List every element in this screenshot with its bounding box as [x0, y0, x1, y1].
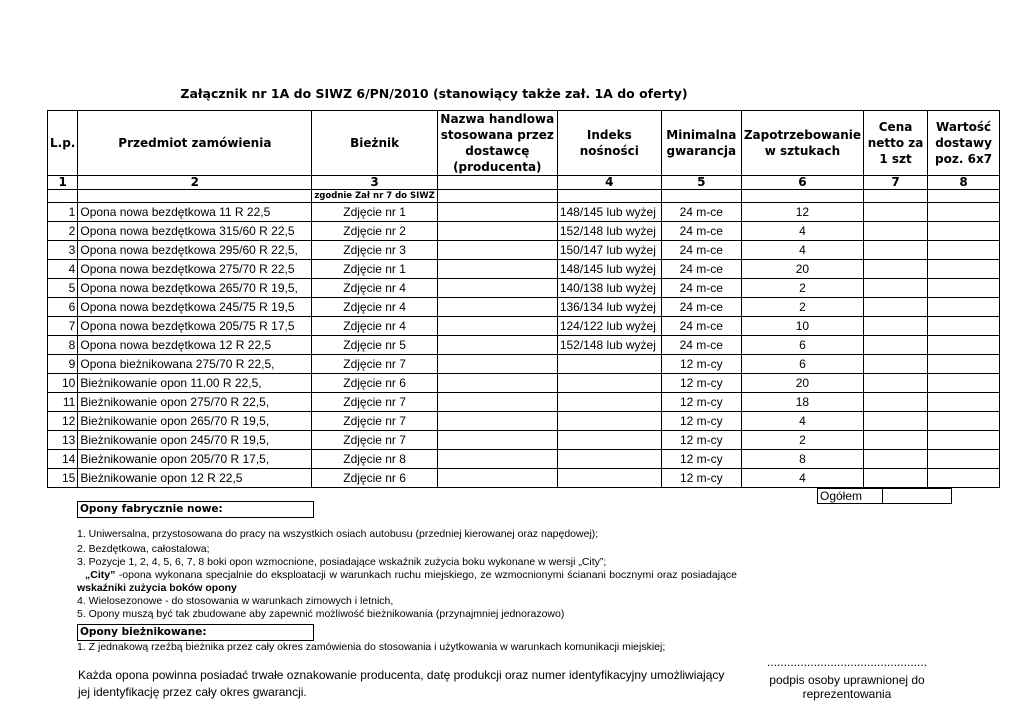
row-warranty: 12 m-cy: [661, 469, 741, 488]
requirements-notes: [77, 501, 737, 654]
row-tread: Zdjęcie nr 6: [312, 374, 437, 393]
row-subject: Opona nowa bezdętkowa 245/75 R 19,5: [78, 298, 312, 317]
header-subject: Przedmiot zamówienia: [78, 111, 312, 176]
col-num: 5: [661, 176, 741, 190]
row-lp: 8: [48, 336, 78, 355]
new-tires-item-4: 4. Wielosezonowe - do stosowania w warunkach zimowych i letnich,: [77, 595, 394, 607]
row-value[interactable]: [928, 393, 1000, 412]
row-subject: Bieżnikowanie opon 205/70 R 17,5,: [78, 450, 312, 469]
row-subject: Bieżnikowanie opon 275/70 R 22,5,: [78, 393, 312, 412]
retreaded-heading: Opony bieżnikowane:: [77, 624, 314, 641]
header-warranty: Minimalna gwarancja: [661, 111, 741, 176]
row-subject: Opona nowa bezdętkowa 205/75 R 17,5: [78, 317, 312, 336]
row-value[interactable]: [928, 412, 1000, 431]
table-header-row: [48, 111, 1000, 176]
column-number-row: [48, 176, 1000, 190]
new-tires-heading: Opony fabrycznie nowe:: [77, 501, 314, 518]
row-lp: 11: [48, 393, 78, 412]
row-quantity: 6: [741, 355, 863, 374]
row-price[interactable]: [864, 412, 928, 431]
row-trade-name[interactable]: [437, 355, 557, 374]
header-lp: L.p.: [48, 111, 78, 176]
row-warranty: 12 m-cy: [661, 355, 741, 374]
row-tread: Zdjęcie nr 7: [312, 431, 437, 450]
row-lp: 7: [48, 317, 78, 336]
row-quantity: 6: [741, 336, 863, 355]
row-quantity: 4: [741, 241, 863, 260]
row-price[interactable]: [864, 374, 928, 393]
city-text: -opona wykonana specjalnie do eksploatacji w warunkach ruchu miejskiego, ze wzmocnionymi ścianani bocznymi oraz posiadające: [115, 569, 737, 581]
row-price[interactable]: [864, 203, 928, 222]
city-definition: [77, 569, 737, 595]
col-num: 7: [864, 176, 928, 190]
row-lp: 9: [48, 355, 78, 374]
row-value[interactable]: [928, 222, 1000, 241]
col-num: 3: [312, 176, 437, 190]
row-load-index: 152/148 lub wyżej: [557, 336, 661, 355]
row-warranty: 24 m-ce: [661, 222, 741, 241]
row-price[interactable]: [864, 469, 928, 488]
row-value[interactable]: [928, 355, 1000, 374]
row-price[interactable]: [864, 393, 928, 412]
new-tires-item-2: 2. Bezdętkowa, całostalowa;: [77, 543, 210, 555]
row-quantity: 4: [741, 412, 863, 431]
header-tread: Bieżnik: [312, 111, 437, 176]
table-row: [48, 222, 1000, 241]
row-tread: Zdjęcie nr 6: [312, 469, 437, 488]
row-warranty: 24 m-ce: [661, 279, 741, 298]
row-value[interactable]: [928, 203, 1000, 222]
row-subject: Opona nowa bezdętkowa 315/60 R 22,5: [78, 222, 312, 241]
signature-label-2: reprezentowania: [802, 687, 892, 701]
document-title: Załącznik nr 1A do SIWZ 6/PN/2010 (stanowiący także zał. 1A do oferty): [180, 86, 688, 101]
row-load-index: 148/145 lub wyżej: [557, 203, 661, 222]
row-lp: 6: [48, 298, 78, 317]
col-num: 2: [78, 176, 312, 190]
total-value[interactable]: [883, 489, 952, 504]
row-subject: Bieżnikowanie opon 265/70 R 19,5,: [78, 412, 312, 431]
row-trade-name[interactable]: [437, 203, 557, 222]
row-price[interactable]: [864, 355, 928, 374]
row-subject: Bieżnikowanie opon 245/70 R 19,5,: [78, 431, 312, 450]
row-warranty: 24 m-ce: [661, 336, 741, 355]
signature-block: [762, 655, 932, 701]
row-quantity: 18: [741, 393, 863, 412]
order-table: [47, 110, 1000, 488]
row-value[interactable]: [928, 317, 1000, 336]
row-value[interactable]: [928, 298, 1000, 317]
col-num: [437, 176, 557, 190]
row-trade-name[interactable]: [437, 469, 557, 488]
signature-line: ................................................: [766, 655, 928, 669]
row-trade-name[interactable]: [437, 450, 557, 469]
row-tread: Zdjęcie nr 5: [312, 336, 437, 355]
row-value[interactable]: [928, 279, 1000, 298]
row-quantity: 8: [741, 450, 863, 469]
row-load-index: [557, 374, 661, 393]
row-value[interactable]: [928, 469, 1000, 488]
col-num: 6: [741, 176, 863, 190]
row-load-index: [557, 355, 661, 374]
table-row: [48, 241, 1000, 260]
table-row: [48, 336, 1000, 355]
row-quantity: 2: [741, 298, 863, 317]
row-warranty: 12 m-cy: [661, 450, 741, 469]
row-trade-name[interactable]: [437, 241, 557, 260]
row-warranty: 12 m-cy: [661, 393, 741, 412]
row-subject: Bieżnikowanie opon 11.00 R 22,5,: [78, 374, 312, 393]
row-tread: Zdjęcie nr 4: [312, 298, 437, 317]
row-load-index: 136/134 lub wyżej: [557, 298, 661, 317]
row-quantity: 2: [741, 431, 863, 450]
table-row: [48, 260, 1000, 279]
row-lp: 13: [48, 431, 78, 450]
row-trade-name[interactable]: [437, 374, 557, 393]
row-subject: Opona nowa bezdętkowa 295/60 R 22,5,: [78, 241, 312, 260]
row-lp: 3: [48, 241, 78, 260]
row-tread: Zdjęcie nr 7: [312, 393, 437, 412]
new-tires-item-1: 1. Uniwersalna, przystosowana do pracy na wszystkich osiach autobusu (przedniej kierowanej oraz napędowej);: [77, 528, 599, 540]
retreaded-item-1: 1. Z jednakową rzeźbą bieżnika przez cały okres zamówienia do stosowania i użytkowania w warunkach komunikacji miejskiej;: [77, 641, 666, 653]
row-value[interactable]: [928, 260, 1000, 279]
row-warranty: 24 m-ce: [661, 260, 741, 279]
row-price[interactable]: [864, 279, 928, 298]
row-subject: Opona nowa bezdętkowa 11 R 22,5: [78, 203, 312, 222]
row-lp: 12: [48, 412, 78, 431]
table-row: [48, 450, 1000, 469]
row-value[interactable]: [928, 241, 1000, 260]
row-tread: Zdjęcie nr 3: [312, 241, 437, 260]
row-load-index: 152/148 lub wyżej: [557, 222, 661, 241]
row-subject: Opona bieżnikowana 275/70 R 22,5,: [78, 355, 312, 374]
row-price[interactable]: [864, 222, 928, 241]
row-warranty: 24 m-ce: [661, 241, 741, 260]
row-quantity: 2: [741, 279, 863, 298]
row-warranty: 24 m-ce: [661, 203, 741, 222]
table-row: [48, 431, 1000, 450]
row-lp: 5: [48, 279, 78, 298]
row-trade-name[interactable]: [437, 222, 557, 241]
row-price[interactable]: [864, 317, 928, 336]
new-tires-item-3: 3. Pozycje 1, 2, 4, 5, 6, 7, 8 boki opon wzmocnione, posiadające wskaźnik zużycia boku wykonane w wersji „City”;: [77, 556, 607, 568]
row-price[interactable]: [864, 431, 928, 450]
row-lp: 15: [48, 469, 78, 488]
row-warranty: 12 m-cy: [661, 374, 741, 393]
row-tread: Zdjęcie nr 8: [312, 450, 437, 469]
row-tread: Zdjęcie nr 2: [312, 222, 437, 241]
row-warranty: 24 m-ce: [661, 317, 741, 336]
row-quantity: 4: [741, 222, 863, 241]
row-warranty: 24 m-ce: [661, 298, 741, 317]
table-row: [48, 298, 1000, 317]
row-load-index: 148/145 lub wyżej: [557, 260, 661, 279]
row-tread: Zdjęcie nr 7: [312, 412, 437, 431]
row-tread: Zdjęcie nr 4: [312, 317, 437, 336]
total-label: Ogółem: [818, 489, 883, 504]
row-price[interactable]: [864, 241, 928, 260]
header-demand: Zapotrzebowanie w sztukach: [741, 111, 863, 176]
row-subject: Bieżnikowanie opon 12 R 22,5: [78, 469, 312, 488]
table-row: [48, 203, 1000, 222]
row-load-index: [557, 393, 661, 412]
header-price: Cena netto za 1 szt: [864, 111, 928, 176]
row-trade-name[interactable]: [437, 260, 557, 279]
row-tread: Zdjęcie nr 1: [312, 260, 437, 279]
row-price[interactable]: [864, 298, 928, 317]
table-row: [48, 412, 1000, 431]
row-price[interactable]: [864, 450, 928, 469]
row-subject: Opona nowa bezdętkowa 275/70 R 22,5: [78, 260, 312, 279]
row-value[interactable]: [928, 374, 1000, 393]
row-tread: Zdjęcie nr 1: [312, 203, 437, 222]
table-row: [48, 469, 1000, 488]
row-load-index: [557, 412, 661, 431]
row-warranty: 12 m-cy: [661, 431, 741, 450]
row-tread: Zdjęcie nr 4: [312, 279, 437, 298]
col-num: 1: [48, 176, 78, 190]
row-quantity: 4: [741, 469, 863, 488]
row-trade-name[interactable]: [437, 336, 557, 355]
row-lp: 10: [48, 374, 78, 393]
row-load-index: [557, 450, 661, 469]
row-trade-name[interactable]: [437, 279, 557, 298]
row-value[interactable]: [928, 450, 1000, 469]
row-trade-name[interactable]: [437, 412, 557, 431]
table-row: [48, 393, 1000, 412]
row-trade-name[interactable]: [437, 298, 557, 317]
row-trade-name[interactable]: [437, 317, 557, 336]
row-load-index: [557, 469, 661, 488]
header-load-index: Indeks nośności: [557, 111, 661, 176]
col-num: 4: [557, 176, 661, 190]
row-trade-name[interactable]: [437, 431, 557, 450]
new-tires-item-5: 5. Opony muszą być tak zbudowane aby zapewnić możliwość bieżnikowania (przynajmniej jednorazowo): [77, 608, 565, 620]
row-quantity: 20: [741, 260, 863, 279]
row-warranty: 12 m-cy: [661, 412, 741, 431]
row-price[interactable]: [864, 336, 928, 355]
row-value[interactable]: [928, 431, 1000, 450]
row-tread: Zdjęcie nr 7: [312, 355, 437, 374]
table-row: [48, 279, 1000, 298]
header-value: Wartość dostawy poz. 6x7: [928, 111, 1000, 176]
footer-note: Każda opona powinna posiadać trwałe oznakowanie producenta, datę produkcji oraz numer identyfikacyjny umożliwiający jej identyfikację przez cały okres gwarancji.: [78, 668, 725, 699]
table-row: [48, 355, 1000, 374]
row-price[interactable]: [864, 260, 928, 279]
row-lp: 1: [48, 203, 78, 222]
row-load-index: [557, 431, 661, 450]
row-quantity: 20: [741, 374, 863, 393]
signature-label-1: podpis osoby uprawnionej do: [769, 673, 925, 687]
header-trade-name: Nazwa handlowa stosowana przez dostawcę (producenta): [437, 111, 557, 176]
row-quantity: 10: [741, 317, 863, 336]
row-load-index: 150/147 lub wyżej: [557, 241, 661, 260]
row-subject: Opona nowa bezdętkowa 12 R 22,5: [78, 336, 312, 355]
row-trade-name[interactable]: [437, 393, 557, 412]
row-subject: Opona nowa bezdętkowa 265/70 R 19,5,: [78, 279, 312, 298]
tread-note-row: [48, 190, 1000, 203]
row-lp: 14: [48, 450, 78, 469]
row-lp: 4: [48, 260, 78, 279]
row-load-index: 140/138 lub wyżej: [557, 279, 661, 298]
row-lp: 2: [48, 222, 78, 241]
row-quantity: 12: [741, 203, 863, 222]
table-body: [48, 176, 1000, 488]
total-row: [817, 488, 952, 504]
table-row: [48, 317, 1000, 336]
tread-note: zgodnie Zał nr 7 do SIWZ: [312, 190, 437, 203]
col-num: 8: [928, 176, 1000, 190]
city-term: „City”: [85, 569, 116, 581]
row-value[interactable]: [928, 336, 1000, 355]
city-bold: wskaźniki zużycia boków opony: [77, 582, 237, 594]
row-load-index: 124/122 lub wyżej: [557, 317, 661, 336]
table-row: [48, 374, 1000, 393]
